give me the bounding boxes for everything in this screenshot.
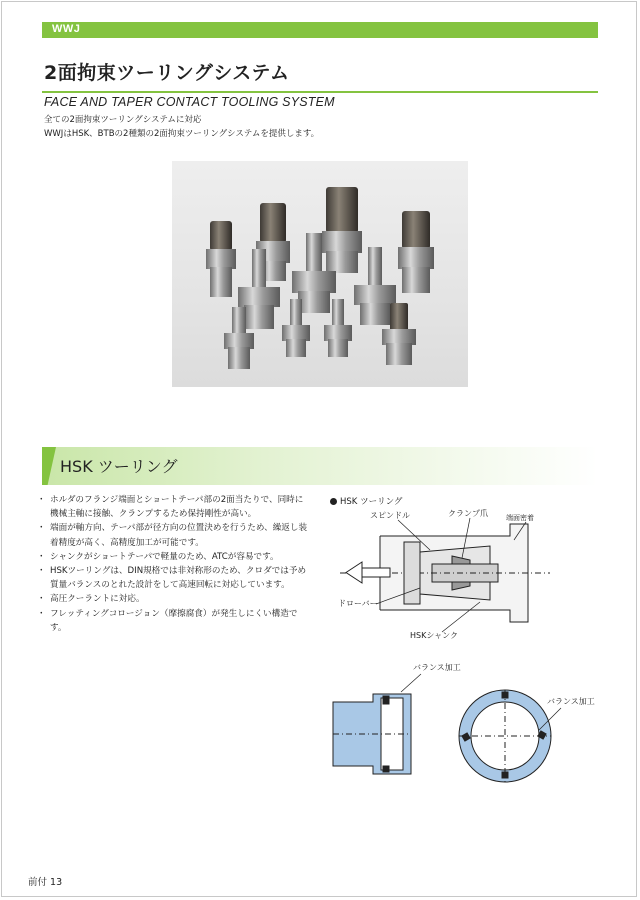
label-clamp: クランプ爪 [448,509,488,518]
intro-line: 全ての2面拘束ツーリングシステムに対応 [44,115,202,125]
feature-list [40,493,308,635]
bullet-dot-icon [330,498,337,505]
holder-1 [206,221,236,297]
tool-holders-illustration [172,161,468,387]
intro-text [44,113,319,141]
section-header [42,447,598,485]
label-balance-left: バランス加工 [413,663,461,672]
label-balance-right: バランス加工 [547,697,595,706]
holder-3 [322,187,362,273]
holder-7 [354,247,396,325]
brand-label: WWJ [52,23,81,35]
section-title: HSK ツーリング [60,457,178,476]
list-item: ・ ホルダのフランジ端面とショートテーパ部の2面当たりで、同時に機械主軸に接触、クランプするため保持剛性が高い。 [40,493,308,521]
list-item: ・ フレッティングコロージョン（摩擦腐食）が発生しにくい構造です。 [40,607,308,635]
diagram-title-text: HSK ツーリング [340,497,403,507]
list-item: ・ HSKツーリングは、DIN規格では非対称形のため、クロダでは予め質量バランスのとれた設計をして高速回転に対応しています。 [40,564,308,592]
page-title: 2面拘束ツーリングシステム [44,62,290,84]
page-number: 前付 13 [28,877,63,888]
label-spindle: スピンドル [370,511,410,520]
holder-4 [398,211,434,293]
front-view [459,690,551,782]
label-shank: HSKシャンク [410,631,459,640]
list-item: ・ 高圧クーラントに対応。 [40,592,308,606]
page-subtitle: FACE AND TAPER CONTACT TOOLING SYSTEM [44,95,335,109]
hsk-section-diagram [320,506,610,646]
balance-diagram [325,658,615,788]
header-bar [42,22,598,38]
title-divider [42,91,598,93]
label-drawbar: ドローバー [338,599,378,608]
side-view [333,694,411,774]
product-photo [172,161,468,387]
list-item: ・ シャンクがショートテーパで軽量のため、ATCが容易です。 [40,550,308,564]
label-face-contact: 端面密着 [506,514,534,522]
list-item: ・ 端面が軸方向、テーパ部が径方向の位置決めを行うため、繰返し装着精度が高く、高精度加工が可能です。 [40,521,308,549]
intro-line: WWJはHSK、BTBの2種類の2面拘束ツーリングシステムを提供します。 [44,129,320,139]
